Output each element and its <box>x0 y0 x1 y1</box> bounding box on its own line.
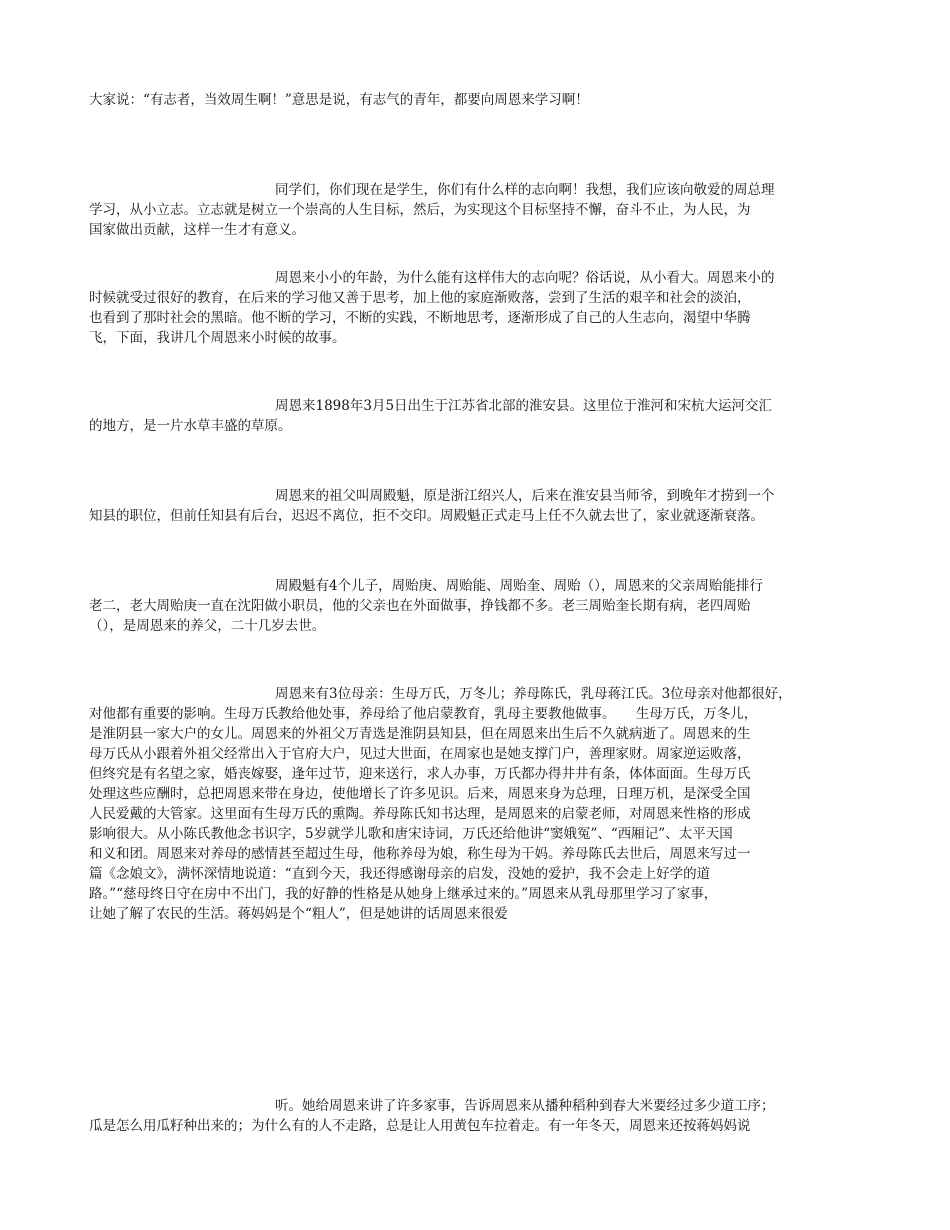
text-line: 路。”“慈母终日守在房中不出门，我的好静的性格是从她身上继承过来的。”周恩来从乳母那里学习了家事， <box>89 886 718 902</box>
text-line: 国家做出贡献，这样一生才有意义。 <box>89 222 305 238</box>
text-line: 周恩来小小的年龄，为什么能有这样伟大的志向呢？俗话说，从小看大。周恩来小的 <box>275 270 775 286</box>
text-line: 学习，从小立志。立志就是树立一个崇高的人生目标，然后，为实现这个目标坚持不懈，奋斗不止，为人民，为 <box>89 202 751 218</box>
text-line: 瓜是怎么用瓜籽种出来的；为什么有的人不走路，总是让人用黄包车拉着走。有一年冬天，周恩来还按蒋妈妈说 <box>89 1118 751 1134</box>
paragraph-6 <box>89 576 879 636</box>
text-line: （），是周恩来的养父，二十几岁去世。 <box>89 618 326 634</box>
text-line: 处理这些应酬时，总把周恩来带在身边，使他增长了许多见识。后来，周恩来身为总理，日理万机，是深受全国 <box>89 786 751 802</box>
text-line: 影响很大。从小陈氏教他念书识字，5岁就学儿歌和唐宋诗词，万氏还给他讲“窦娥冤”、“西厢记”、太平天国 <box>89 826 733 842</box>
text-line: 是淮阴县一家大户的女儿。周恩来的外祖父万青选是淮阴县知县，但在周恩来出生后不久就病逝了。周恩来的生 <box>89 726 751 742</box>
text-line: 的地方，是一片水草丰盛的草原。 <box>89 418 292 434</box>
text-line: 对他都有重要的影响。生母万氏教给他处事，养母给了他启蒙教育，乳母主要教他做事。 生母万氏，万冬儿， <box>89 706 758 722</box>
text-line: 飞，下面，我讲几个周恩来小时候的故事。 <box>89 330 346 346</box>
paragraph-4 <box>89 396 879 436</box>
text-line: 母万氏从小跟着外祖父经常出入于官府大户，见过大世面，在周家也是她支撑门户，善理家财。周家逆运败落， <box>89 746 751 762</box>
text-line: 知县的职位，但前任知县有后台，迟迟不离位，拒不交印。周殿魁正式走马上任不久就去世了，家业就逐渐衰落。 <box>89 508 764 524</box>
text-line: 和义和团。周恩来对养母的感情甚至超过生母，他称养母为娘，称生母为干妈。养母陈氏去世后，周恩来写过一 <box>89 846 751 862</box>
text-line: 大家说：“有志者，当效周生啊！”意思是说，有志气的青年，都要向周恩来学习啊！ <box>89 92 589 108</box>
text-line: 周恩来有3位母亲：生母万氏，万冬儿；养母陈氏，乳母蒋江氏。3位母亲对他都很好， <box>275 686 792 702</box>
paragraph-3 <box>89 268 879 348</box>
text-line: 周恩来的祖父叫周殿魁，原是浙江绍兴人，后来在淮安县当师爷，到晚年才捞到一个 <box>275 488 775 504</box>
text-line: 同学们，你们现在是学生，你们有什么样的志向啊！我想，我们应该向敬爱的周总理 <box>275 182 775 198</box>
paragraph-8 <box>89 1096 879 1136</box>
text-line: 让她了解了农民的生活。蒋妈妈是个“粗人”，但是她讲的话周恩来很爱 <box>89 906 508 922</box>
paragraph-1 <box>89 90 879 110</box>
paragraph-7 <box>89 684 879 924</box>
text-line: 听。她给周恩来讲了许多家事，告诉周恩来从播种稻种到春大米要经过多少道工序； <box>275 1098 775 1114</box>
text-line: 周殿魁有4个儿子，周贻庚、周贻能、周贻奎、周贻（），周恩来的父亲周贻能排行 <box>275 578 763 594</box>
text-line: 也看到了那时社会的黑暗。他不断的学习，不断的实践，不断地思考，逐渐形成了自己的人生志向，渴望中华腾 <box>89 310 751 326</box>
text-line: 人民爱戴的大管家。这里面有生母万氏的熏陶。养母陈氏知书达理，是周恩来的启蒙老师，对周恩来性格的形成 <box>89 806 751 822</box>
text-line: 篇《念娘文》，满怀深情地说道：“直到今天，我还得感谢母亲的启发，没她的爱护，我不会走上好学的道 <box>89 866 711 882</box>
paragraph-5 <box>89 486 879 526</box>
text-line: 时候就受过很好的教育，在后来的学习他又善于思考，加上他的家庭渐败落，尝到了生活的艰辛和社会的淡泊， <box>89 290 751 306</box>
text-line: 周恩来1898年3月5日出生于江苏省北部的淮安县。这里位于淮河和宋杭大运河交汇 <box>275 398 773 414</box>
paragraph-2 <box>89 180 879 240</box>
text-line: 但终究是有名望之家，婚丧嫁娶，逢年过节，迎来送行，求人办事，万氏都办得井井有条，体体面面。生母万氏 <box>89 766 751 782</box>
text-line: 老二，老大周贻庚一直在沈阳做小职员，他的父亲也在外面做事，挣钱都不多。老三周贻奎长期有病，老四周贻 <box>89 598 751 614</box>
